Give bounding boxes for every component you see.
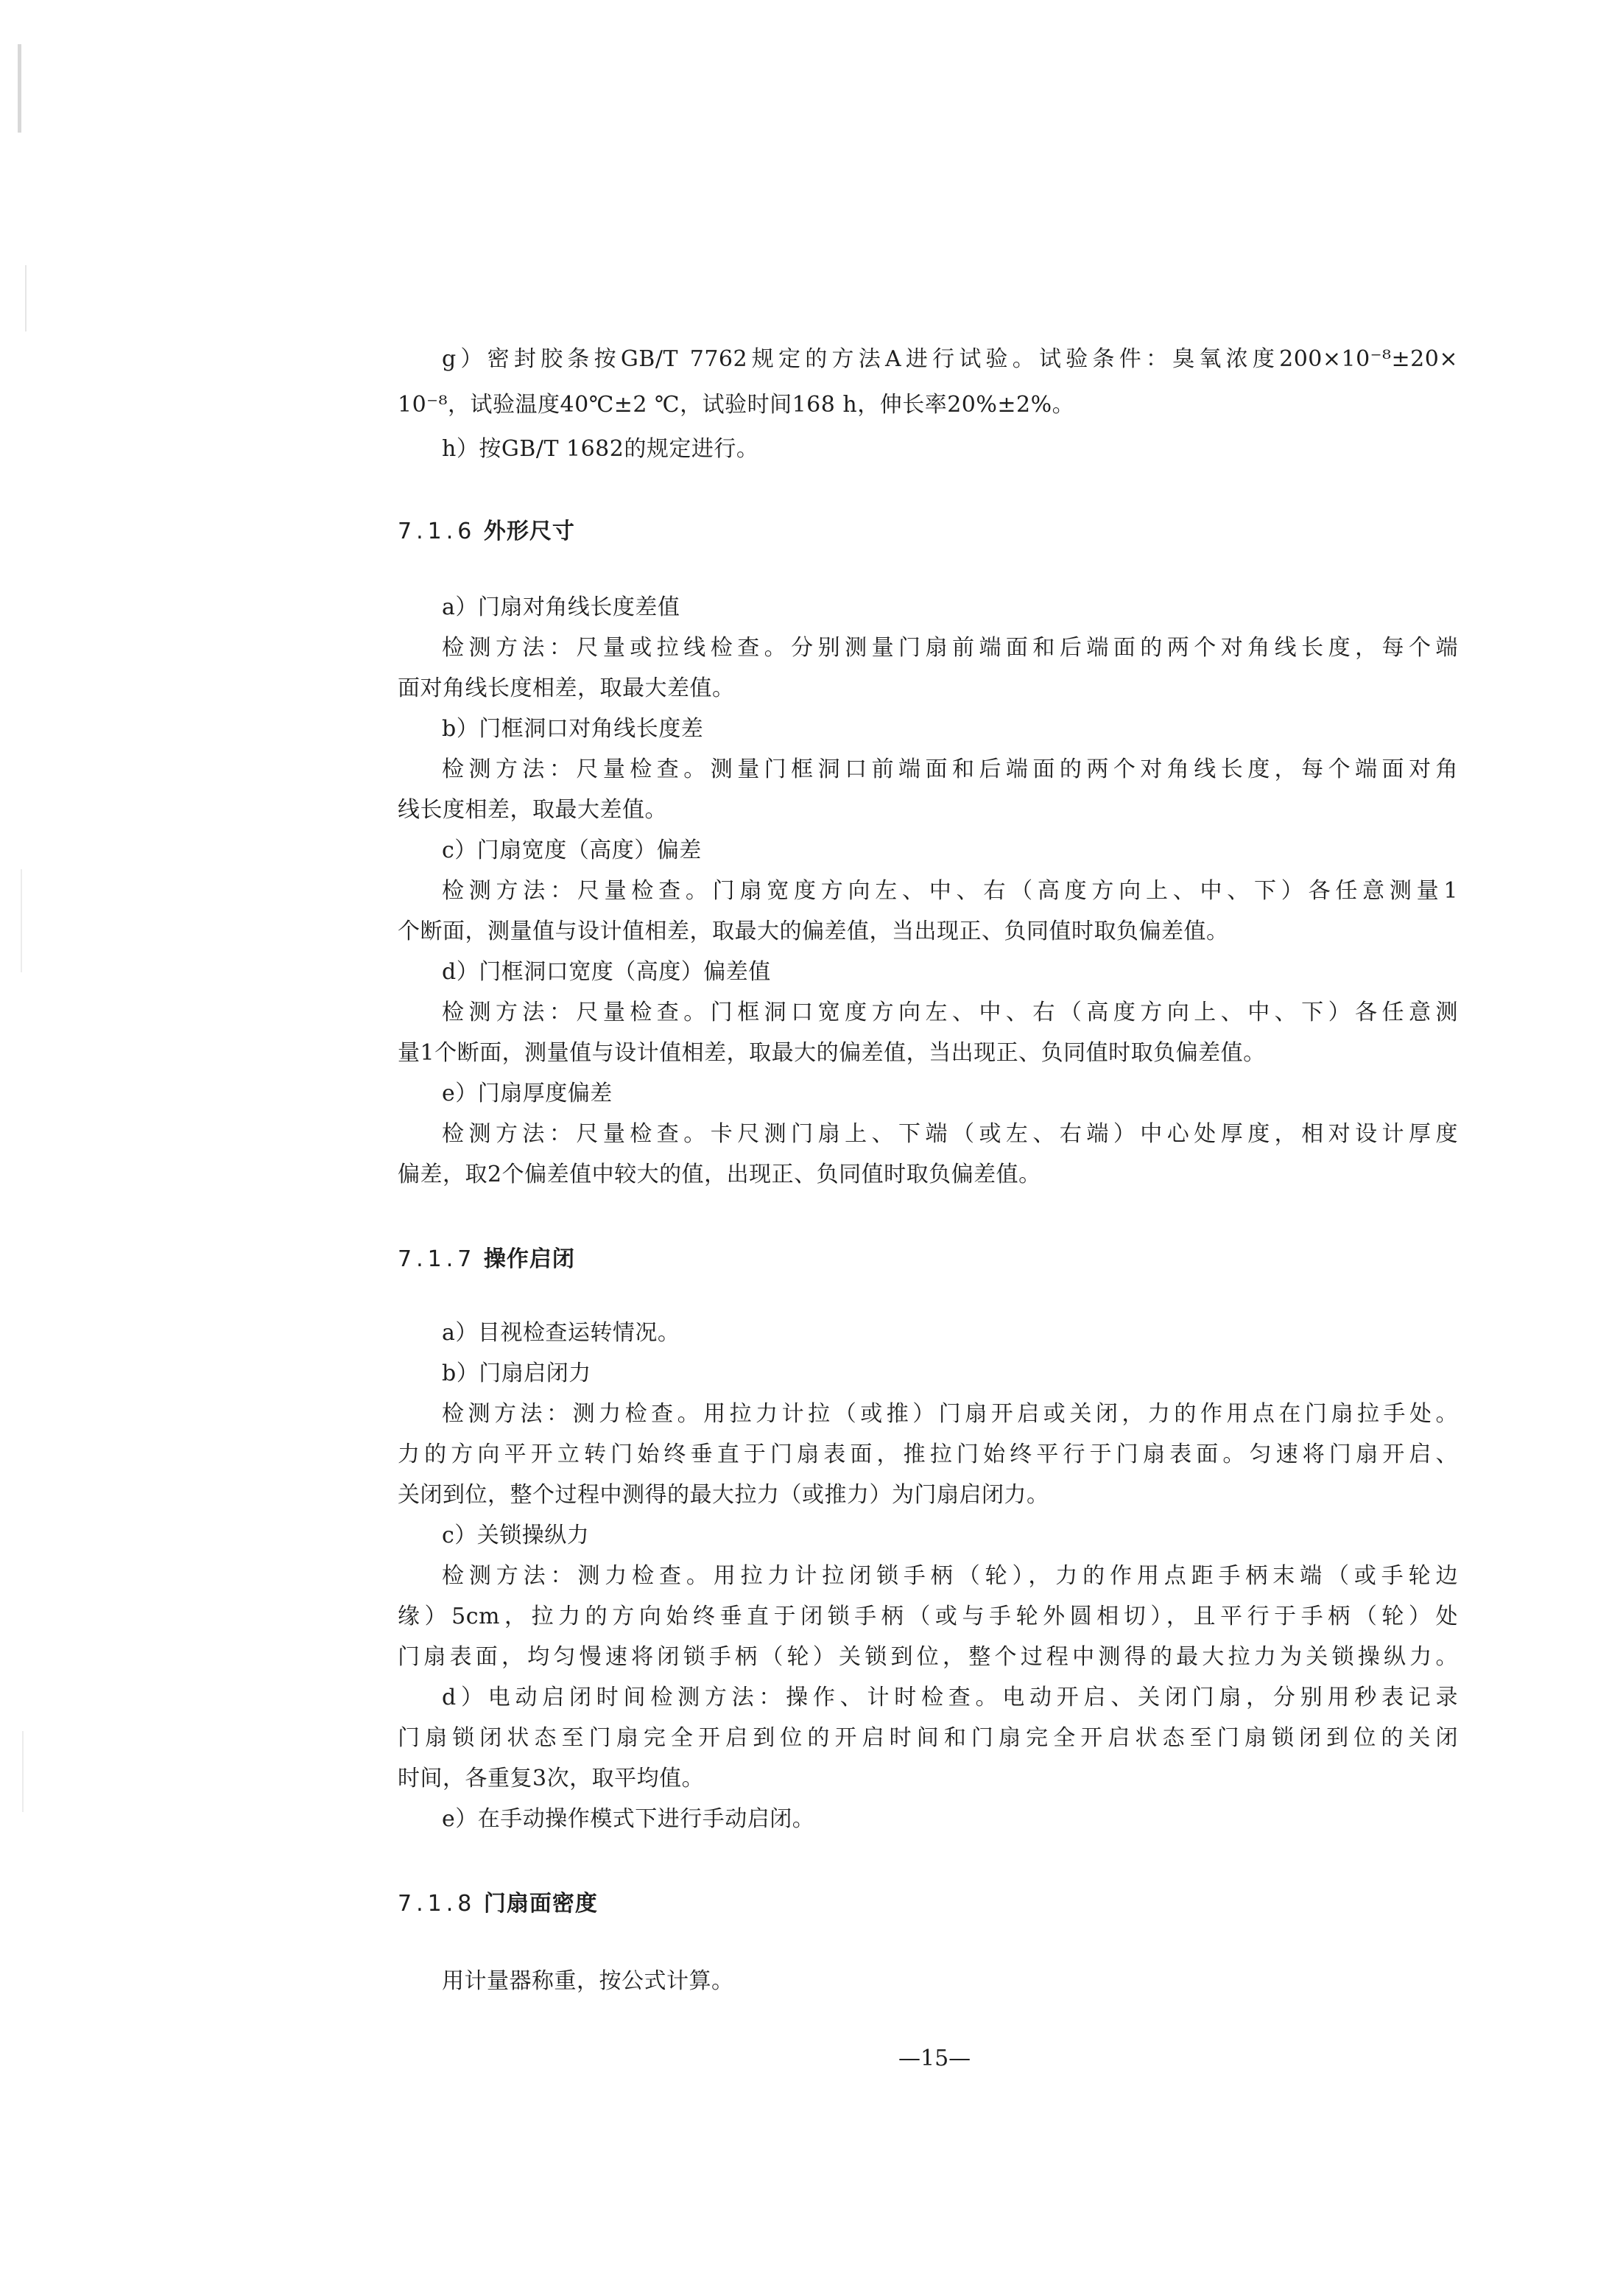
item-h: h）按GB/T 1682的规定进行。 [442, 436, 759, 462]
section-heading-7-1-8 [398, 1889, 598, 1919]
item-c-text-line1: 检测方法：尺量检查。门扇宽度方向左、中、右（高度方向上、中、下）各任意测量1 [442, 878, 1458, 904]
item-c-title: c）门扇宽度（高度）偏差 [442, 838, 702, 863]
section-number: 7.1.6 [398, 519, 476, 544]
item-b-text-line1: 检测方法：尺量检查。测量门框洞口前端面和后端面的两个对角线长度，每个端面对角 [442, 756, 1458, 782]
section-heading-7-1-6 [398, 517, 575, 547]
item-g-line2: 10⁻⁸，试验温度40℃±2 ℃，试验时间168 h，伸长率20%±2%。 [398, 392, 1075, 418]
section-heading-7-1-7 [398, 1245, 575, 1274]
item-a: a）目视检查运转情况。 [442, 1320, 680, 1346]
item-c-text-line3: 门扇表面，均匀慢速将闭锁手柄（轮）关锁到位，整个过程中测得的最大拉力为关锁操纵力。 [398, 1644, 1458, 1670]
section-number: 7.1.7 [398, 1246, 476, 1272]
item-c-text-line1: 检测方法：测力检查。用拉力计拉闭锁手柄（轮），力的作用点距手柄末端（或手轮边 [442, 1563, 1458, 1589]
item-d-title: d）门框洞口宽度（高度）偏差值 [442, 959, 771, 985]
item-e-title: e）门扇厚度偏差 [442, 1081, 613, 1106]
item-b-title: b）门扇启闭力 [442, 1361, 591, 1386]
item-d-text-line2: 量1个断面，测量值与设计值相差，取最大的偏差值，当出现正、负同值时取负偏差值。 [398, 1040, 1266, 1066]
item-c-text-line2: 个断面，测量值与设计值相差，取最大的偏差值，当出现正、负同值时取负偏差值。 [398, 919, 1229, 944]
item-e: e）在手动操作模式下进行手动启闭。 [442, 1806, 815, 1832]
item-d-text-line1: 检测方法：尺量检查。门框洞口宽度方向左、中、右（高度方向上、中、下）各任意测 [442, 1000, 1458, 1025]
item-g-line1: g）密封胶条按GB/T 7762规定的方法A进行试验。试验条件：臭氧浓度200×10⁻⁸±20× [442, 346, 1458, 372]
item-c-title: c）关锁操纵力 [442, 1523, 590, 1548]
item-e-text-line2: 偏差，取2个偏差值中较大的值，出现正、负同值时取负偏差值。 [398, 1162, 1041, 1187]
item-b-text-line1: 检测方法：测力检查。用拉力计拉（或推）门扇开启或关闭，力的作用点在门扇拉手处。 [442, 1401, 1458, 1427]
item-e-text-line1: 检测方法：尺量检查。卡尺测门扇上、下端（或左、右端）中心处厚度，相对设计厚度 [442, 1121, 1458, 1147]
item-a-title: a）门扇对角线长度差值 [442, 594, 680, 620]
item-b-title: b）门框洞口对角线长度差 [442, 716, 704, 742]
item-c-text-line2: 缘）5cm，拉力的方向始终垂直于闭锁手柄（或与手轮外圆相切），且平行于手柄（轮）处 [398, 1604, 1458, 1629]
section-title: 操作启闭 [483, 1246, 575, 1272]
section-title: 外形尺寸 [483, 519, 575, 544]
item-a-text-line2: 面对角线长度相差，取最大差值。 [398, 675, 735, 701]
item-b-text-line2: 线长度相差，取最大差值。 [398, 797, 667, 823]
section-number: 7.1.8 [398, 1891, 476, 1917]
item-b-text-line2: 力的方向平开立转门始终垂直于门扇表面，推拉门始终平行于门扇表面。匀速将门扇开启、 [398, 1442, 1458, 1467]
item-d-text-line2: 门扇锁闭状态至门扇完全开启到位的开启时间和门扇完全开启状态至门扇锁闭到位的关闭 [398, 1725, 1458, 1751]
item-d-text-line3: 时间，各重复3次，取平均值。 [398, 1766, 705, 1791]
section-title: 门扇面密度 [483, 1891, 598, 1917]
paragraph-7-1-8: 用计量器称重，按公式计算。 [442, 1968, 734, 1994]
item-d-text-line1: d）电动启闭时间检测方法：操作、计时检查。电动开启、关闭门扇，分别用秒表记录 [442, 1685, 1458, 1710]
item-b-text-line3: 关闭到位，整个过程中测得的最大拉力（或推力）为门扇启闭力。 [398, 1482, 1049, 1508]
page-number: —15— [898, 2046, 971, 2071]
item-a-text-line1: 检测方法：尺量或拉线检查。分别测量门扇前端面和后端面的两个对角线长度，每个端 [442, 635, 1458, 661]
